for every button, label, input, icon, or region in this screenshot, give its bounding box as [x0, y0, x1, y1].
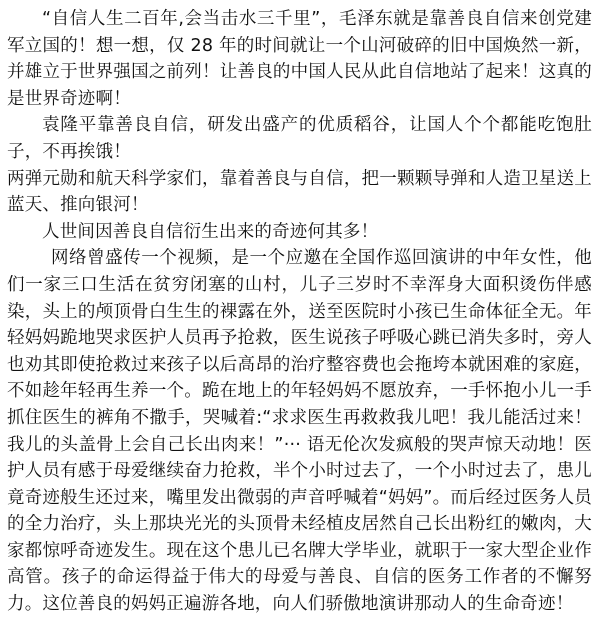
paragraph-mao-zedong: “自信人生二百年,会当击水三千里”，毛泽东就是靠善良自信来创党建军立国的！想一想，仅 28 年的时间就让一个山河破碎的旧中国焕然一新，并雄立于世界强国之前列！让善良的中国人民从此自信地站了起来！这真的是世界奇迹啊！: [7, 9, 592, 109]
paragraph-yuan-longping: 袁隆平靠善良自信，研发出盛产的优质稻谷，让国人个个都能吃饱肚子，不再挨饿！: [7, 115, 592, 162]
paragraph-mother-story: 网络曾盛传一个视频，是一个应邀在全国作巡回演讲的中年女性，他们一家三口生活在贫穷闭塞的山村，儿子三岁时不幸浑身大面积烫伤伴感染，头上的颅顶骨白生生的裸露在外，送至医院时小孩已生命体征全无。年轻妈妈跪地哭求医护人员再予抢救，医生说孩子呼吸心跳已消失多时，旁人也劝其即使抢救过来孩子以后高昂的治疗整容费也会拖垮本就困难的家庭，不如趁年轻再生养一个。跪在地上的年轻妈妈不愿放弃，一手怀抱小儿一手抓住医生的裤角不撒手，哭喊着:“求求医生再救救我儿吧！我儿能活过来！我儿的头盖骨上会自己长出肉来！”··· 语无伦次发疯般的哭声惊天动地！医护人员有感于母爱继续奋力抢救，半个小时过去了，一个小时过去了，患儿竟奇迹般生还过来，嘴里发出微弱的声音呼喊着“妈妈”。而后经过医务人员的全力治疗，头上那块光光的头顶骨未经植皮居然自己长出粉红的嫩肉，大家都惊呼奇迹发生。现在这个患儿已名牌大学毕业，就职于一家大型企业作高管。孩子的命运得益于伟大的母爱与善良、自信的医务工作者的不懈努力。这位善良的妈妈正遍游各地，向人们骄傲地演讲那动人的生命奇迹！: [7, 248, 592, 615]
paragraph-scientists: 两弹元勋和航天科学家们，靠着善良与自信，把一颗颗导弹和人造卫星送上蓝天、推向银河！: [7, 168, 592, 216]
paragraph-miracles: 人世间因善良自信衍生出来的奇迹何其多！: [42, 221, 379, 242]
